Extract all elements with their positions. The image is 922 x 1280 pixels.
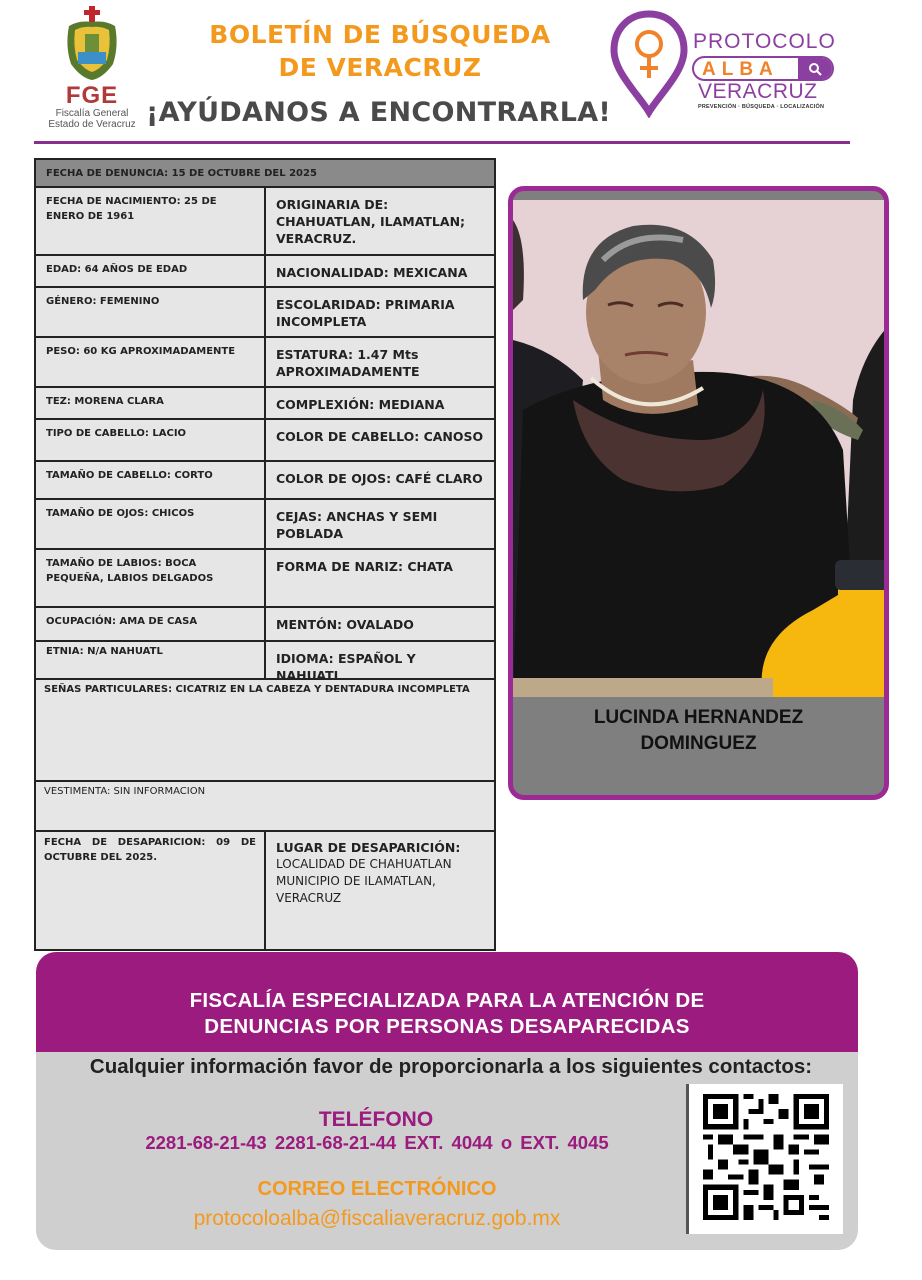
- veracruz-coat-of-arms-icon: [61, 6, 123, 82]
- name-line2: DOMINGUEZ: [640, 733, 757, 754]
- height: ESTATURA: 1.47 Mts APROXIMADAMENTE: [276, 347, 420, 379]
- disappearance-date: FECHA DE DESAPARICION: 09 DE OCTUBRE DEL 2025.: [36, 832, 266, 951]
- language: IDIOMA: ESPAÑOL Y NAHUATL: [276, 651, 416, 683]
- table-row: [36, 388, 494, 420]
- bulletin-title-line1: BOLETÍN DE BÚSQUEDA: [209, 20, 551, 49]
- lip-size: TAMAÑO DE LABIOS: BOCA PEQUEÑA, LABIOS DELGADOS: [36, 550, 266, 606]
- fge-logo: [42, 6, 142, 130]
- table-row: [36, 608, 494, 642]
- alba-word-veracruz: VERACRUZ: [698, 80, 818, 103]
- table-row: [36, 462, 494, 500]
- disappearance-place-value: LOCALIDAD DE CHAHUATLAN MUNICIPIO DE ILAMATLAN, VERACRUZ: [276, 857, 452, 905]
- hair-type: TIPO DE CABELLO: LACIO: [36, 420, 266, 460]
- phone-numbers[interactable]: 2281-68-21-43 2281-68-21-44 EXT. 4044 o EXT. 4045: [145, 1132, 609, 1153]
- eye-color: COLOR DE OJOS: CAFÉ CLARO: [276, 471, 483, 486]
- phone-label: TELÉFONO: [318, 1108, 434, 1131]
- table-row: [36, 550, 494, 608]
- hair-color: COLOR DE CABELLO: CANOSO: [276, 429, 484, 444]
- table-row-clothing: [36, 782, 494, 832]
- bulletin-title-line2: DE VERACRUZ: [278, 53, 482, 82]
- place-of-origin: ORIGINARIA DE: CHAHUATLAN, ILAMATLAN; VERACRUZ.: [276, 197, 466, 246]
- person-info-table: [34, 158, 496, 951]
- table-row: [36, 188, 494, 256]
- table-row-distinguishing-marks: [36, 680, 494, 782]
- nose-shape: FORMA DE NARIZ: CHATA: [276, 559, 453, 574]
- disappearance-place: [266, 832, 494, 951]
- search-icon: [798, 58, 832, 79]
- table-row-complaint-date: [36, 160, 494, 188]
- birth-date: FECHA DE NACIMIENTO: 25 DE ENERO DE 1961: [36, 188, 266, 254]
- qr-code[interactable]: [686, 1084, 843, 1234]
- bulletin-title: [180, 18, 580, 84]
- complexion-tone: TEZ: MORENA CLARA: [36, 388, 266, 418]
- email-label: CORREO ELECTRÓNICO: [257, 1178, 497, 1200]
- person-photo-icon: [513, 200, 884, 697]
- banner-line1: FISCALÍA ESPECIALIZADA PARA LA ATENCIÓN DE: [189, 989, 705, 1012]
- banner-line2: DENUNCIAS POR PERSONAS DESAPARECIDAS: [204, 1015, 690, 1038]
- table-row-disappearance: [36, 832, 494, 951]
- ethnicity: ETNIA: N/A NAHUATL: [36, 642, 266, 678]
- eyebrows: CEJAS: ANCHAS Y SEMI POBLADA: [276, 509, 438, 541]
- person-photo-card: [508, 186, 889, 800]
- fge-name-line2: Estado de Veracruz: [48, 119, 136, 130]
- email-link[interactable]: protocoloalba@fiscaliaveracruz.gob.mx: [193, 1207, 561, 1230]
- alba-word-protocolo: PROTOCOLO: [693, 30, 836, 53]
- alba-word-alba: ALBA: [702, 59, 779, 80]
- table-row: [36, 288, 494, 338]
- alba-tagline: PREVENCIÓN · BÚSQUEDA · LOCALIZACIÓN: [698, 104, 825, 110]
- complaint-date: FECHA DE DENUNCIA: 15 DE OCTUBRE DEL 2025: [36, 160, 494, 186]
- prosecutor-banner-text: [36, 988, 858, 1040]
- header-divider: [34, 141, 850, 144]
- chin: MENTÓN: OVALADO: [276, 617, 414, 632]
- contact-lead: Cualquier información favor de proporcionarla a los siguientes contactos:: [89, 1055, 813, 1078]
- age: EDAD: 64 AÑOS DE EDAD: [36, 256, 266, 286]
- fge-acronym: FGE: [65, 82, 119, 109]
- build: COMPLEXIÓN: MEDIANA: [276, 397, 445, 412]
- person-photo: [513, 200, 884, 697]
- table-row: [36, 420, 494, 462]
- gender: GÉNERO: FEMENINO: [36, 288, 266, 336]
- table-row: [36, 500, 494, 550]
- distinguishing-marks: SEÑAS PARTICULARES: CICATRIZ EN LA CABEZA Y DENTADURA INCOMPLETA: [44, 684, 470, 695]
- table-row: [36, 256, 494, 288]
- missing-person-name: [513, 705, 884, 757]
- fge-name-line1: Fiscalía General: [55, 108, 129, 119]
- protocolo-alba-logo: [610, 10, 850, 118]
- clothing: VESTIMENTA: SIN INFORMACION: [44, 786, 206, 797]
- bulletin-subtitle: ¡AYÚDANOS A ENCONTRARLA!: [146, 97, 612, 128]
- alba-search-bar: [692, 56, 834, 81]
- disappearance-place-label: LUGAR DE DESAPARICIÓN:: [276, 840, 461, 855]
- table-row: [36, 338, 494, 388]
- nationality: NACIONALIDAD: MEXICANA: [276, 265, 468, 280]
- occupation: OCUPACIÓN: AMA DE CASA: [36, 608, 266, 640]
- name-line1: LUCINDA HERNANDEZ: [593, 707, 804, 728]
- education: ESCOLARIDAD: PRIMARIA INCOMPLETA: [276, 297, 455, 329]
- hair-length: TAMAÑO DE CABELLO: CORTO: [36, 462, 266, 498]
- eye-size: TAMAÑO DE OJOS: CHICOS: [36, 500, 266, 548]
- table-row: [36, 642, 494, 683]
- weight: PESO: 60 KG APROXIMADAMENTE: [36, 338, 266, 386]
- map-pin-female-icon: [610, 10, 688, 118]
- contact-panel: [36, 1052, 858, 1250]
- qr-code-icon: [703, 1094, 829, 1220]
- prosecutor-banner: [36, 952, 858, 1052]
